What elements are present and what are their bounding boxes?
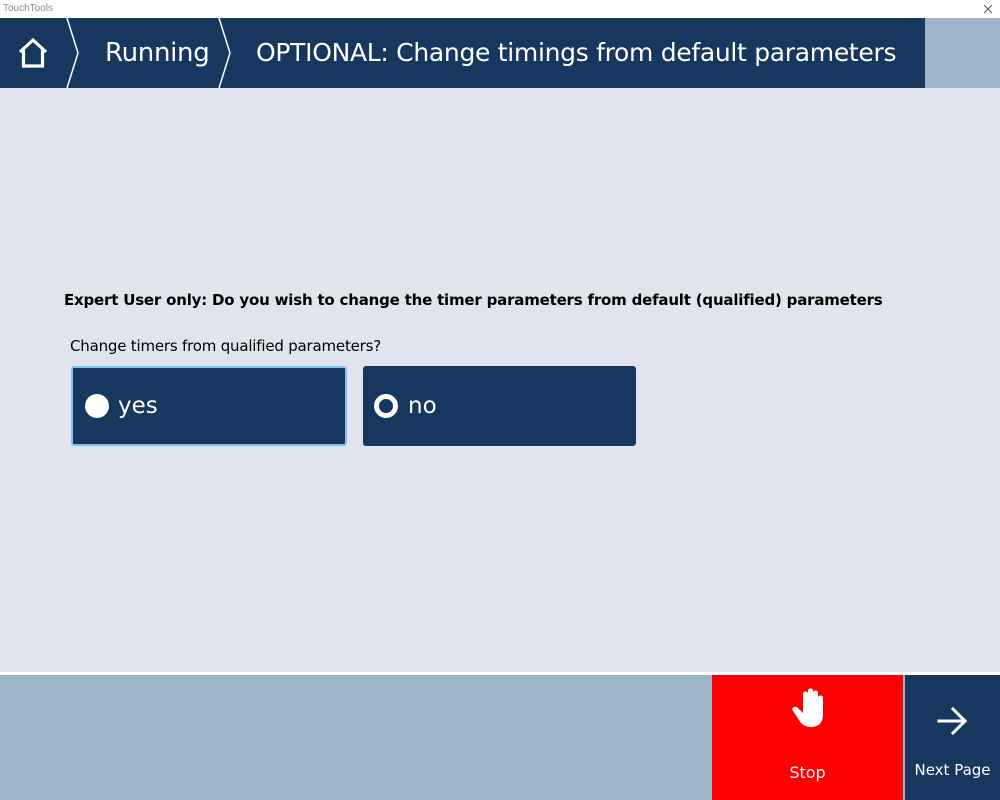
- stop-button[interactable]: [712, 675, 903, 800]
- window-title: TouchTools: [3, 3, 54, 14]
- arrow-right-icon: [936, 705, 968, 737]
- next-page-label: Next Page: [914, 761, 991, 779]
- stop-label: Stop: [789, 763, 826, 782]
- breadcrumb-separator: [219, 18, 230, 88]
- question-text: Expert User only: Do you wish to change the timer parameters from default (qualified) parameters: [64, 291, 883, 309]
- footer-bar: [0, 675, 1000, 800]
- window-title-bar: [0, 0, 1000, 18]
- radio-selected-icon: [84, 393, 110, 419]
- header-bar: [0, 18, 1000, 88]
- close-icon: [983, 4, 993, 14]
- field-label: Change timers from qualified parameters?: [70, 337, 381, 355]
- home-icon: [16, 37, 50, 69]
- home-button[interactable]: [0, 18, 66, 88]
- main-content: [0, 88, 1000, 672]
- option-no-label: no: [408, 393, 437, 419]
- page-title: OPTIONAL: Change timings from default parameters: [256, 38, 897, 67]
- window-close-button[interactable]: [976, 0, 1000, 18]
- option-no-button[interactable]: [363, 366, 636, 446]
- radio-unselected-icon: [373, 393, 399, 419]
- header-side-panel: [925, 18, 1000, 88]
- option-yes-button[interactable]: [71, 366, 347, 446]
- breadcrumb-running[interactable]: Running: [105, 38, 210, 68]
- option-yes-label: yes: [118, 393, 158, 419]
- breadcrumb-separator: [67, 18, 78, 88]
- hand-stop-icon: [791, 687, 827, 729]
- next-page-button[interactable]: [905, 675, 1000, 800]
